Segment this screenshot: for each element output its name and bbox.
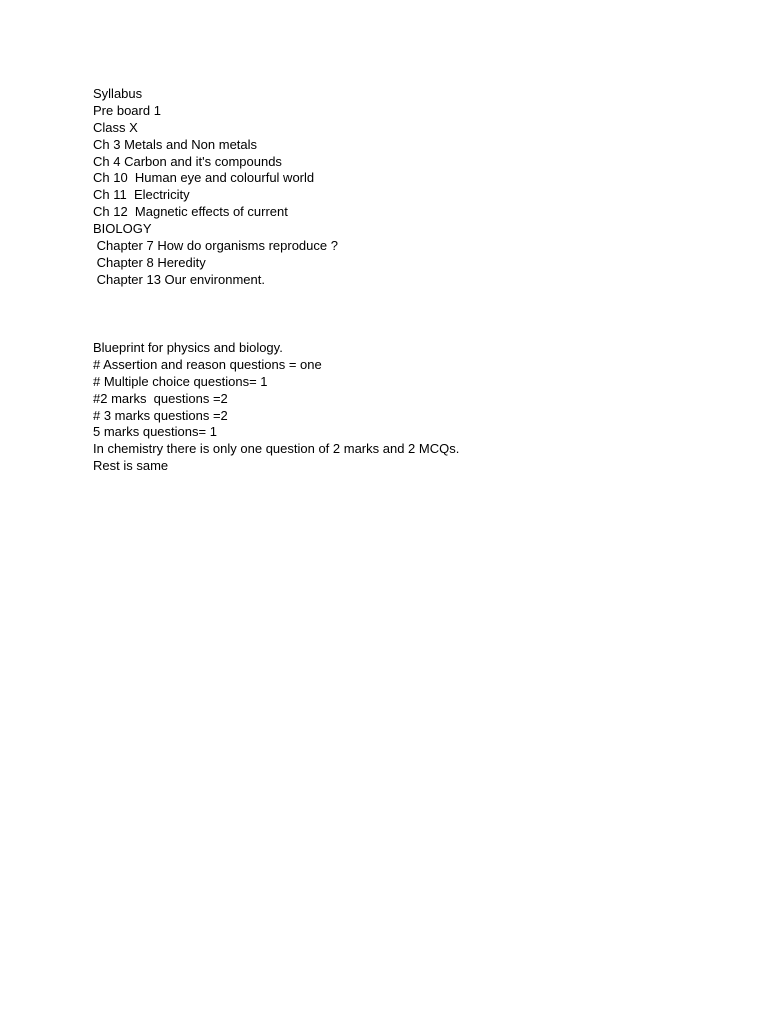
- chapter-line: Ch 3 Metals and Non metals: [93, 136, 258, 152]
- blueprint-line: # Multiple choice questions= 1: [93, 373, 268, 389]
- biology-heading: BIOLOGY: [93, 221, 152, 237]
- chemistry-note: In chemistry there is only one question of 2 marks and 2 MCQs.: [93, 441, 460, 457]
- chapter-line: Chapter 7 How do organisms reproduce ?: [93, 238, 338, 254]
- chapter-line: Ch 10 Human eye and colourful world: [93, 170, 315, 186]
- blueprint-line: # Assertion and reason questions = one: [93, 356, 322, 372]
- blueprint-section: [93, 340, 459, 475]
- class-name: Class X: [93, 119, 138, 135]
- chapter-line: Chapter 13 Our environment.: [93, 271, 265, 287]
- chapter-line: Chapter 8 Heredity: [93, 254, 206, 270]
- blueprint-line: # 3 marks questions =2: [93, 407, 228, 423]
- exam-name: Pre board 1: [93, 102, 161, 118]
- blueprint-title: Blueprint for physics and biology.: [93, 340, 283, 355]
- blueprint-line: #2 marks questions =2: [93, 390, 228, 406]
- chapter-line: Ch 12 Magnetic effects of current: [93, 204, 288, 220]
- syllabus-title: Syllabus: [93, 86, 143, 101]
- closing-note: Rest is same: [93, 458, 169, 474]
- chapter-line: Ch 11 Electricity: [93, 187, 190, 203]
- blueprint-line: 5 marks questions= 1: [93, 424, 217, 440]
- chapter-line: Ch 4 Carbon and it's compounds: [93, 153, 282, 169]
- syllabus-section: [93, 86, 338, 289]
